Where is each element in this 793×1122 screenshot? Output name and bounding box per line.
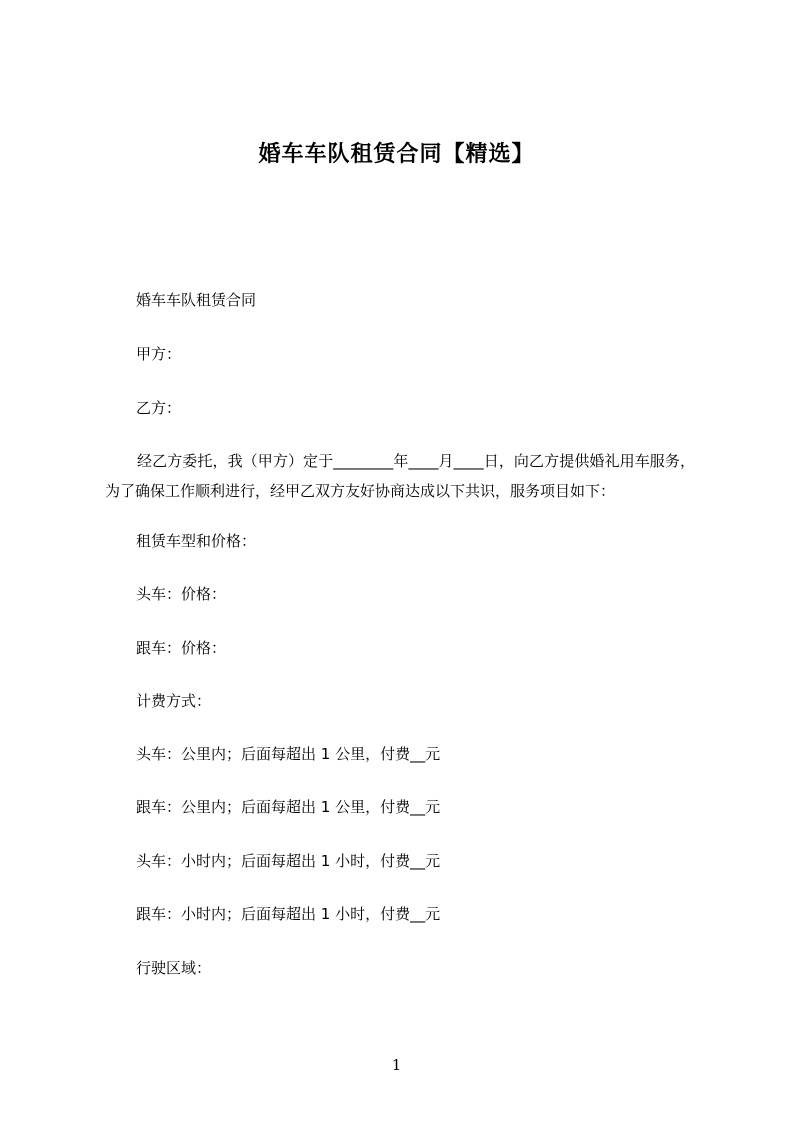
party-b-label: 乙方： (136, 399, 182, 417)
intro-paragraph: 经乙方委托，我（甲方）定于________年____月____日，向乙方提供婚礼用车服务，为了确保工作顺利进行，经甲乙双方友好协商达成以下共识，服务项目如下： (105, 452, 695, 500)
document-title: 婚车车队租赁合同【精选】 (258, 142, 535, 167)
section-area-heading: 行驶区域： (136, 959, 212, 977)
follow-car-price: 跟车：价格： (136, 639, 227, 657)
follow-car-km-rate: 跟车：公里内；后面每超出 1 公里，付费__元 (136, 798, 441, 816)
contract-subtitle: 婚车车队租赁合同 (136, 291, 257, 309)
lead-car-hour-rate: 头车：小时内；后面每超出 1 小时，付费__元 (136, 852, 441, 870)
page-number: 1 (391, 1056, 402, 1074)
party-a-label: 甲方： (136, 345, 182, 363)
section-vehicle-heading: 租赁车型和价格： (136, 532, 257, 550)
follow-car-hour-rate: 跟车：小时内；后面每超出 1 小时，付费__元 (136, 905, 441, 923)
lead-car-km-rate: 头车：公里内；后面每超出 1 公里，付费__元 (136, 745, 441, 763)
section-billing-heading: 计费方式： (136, 692, 212, 710)
lead-car-price: 头车：价格： (136, 585, 227, 603)
